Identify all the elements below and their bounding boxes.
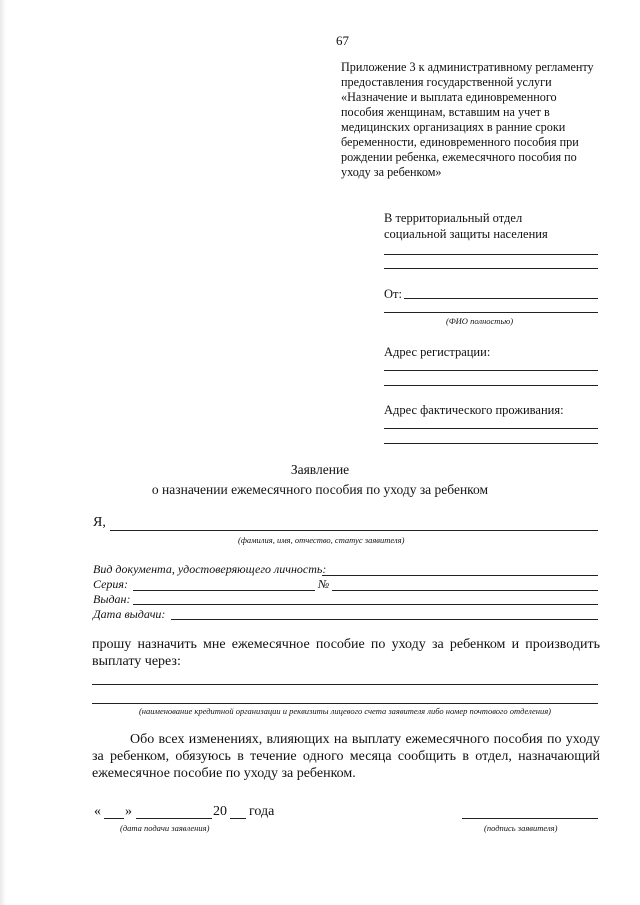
reg-address-blank-1 bbox=[384, 370, 598, 371]
issue-date-blank bbox=[171, 619, 598, 620]
date-day-blank bbox=[104, 818, 124, 819]
issued-by-label: Выдан: bbox=[93, 592, 131, 606]
year-suffix: года bbox=[249, 804, 275, 819]
doc-type-blank bbox=[322, 575, 598, 576]
issued-by-blank bbox=[133, 604, 598, 605]
series-label: Серия: bbox=[93, 577, 128, 591]
actual-address-label: Адрес фактического проживания: bbox=[384, 403, 564, 417]
date-year-blank bbox=[230, 818, 246, 819]
from-label: От: bbox=[384, 287, 402, 301]
recipient-blank-1 bbox=[384, 254, 598, 255]
recipient-line-1: В территориальный отдел bbox=[384, 211, 523, 225]
series-blank bbox=[133, 590, 315, 591]
appendix-note: Приложение 3 к административному регламенту предоставления государственной услуги «Назначение и выплата единовременного пособия женщинам, вставшим на учет в медицинских организациях в ранние сроки беременности, единовременного пособия при рождении ребенка, ежемесячного пособия по уходу за ребенком» bbox=[341, 60, 594, 179]
scan-left-edge bbox=[0, 0, 6, 905]
obligation-text: Обо всех изменениях, влияющих на выплату ежемесячного пособия по уходу за ребенком, обязуюсь в течение одного месяца сообщить в отдел, назначающий ежемесячное пособие по уходу за ребенком. bbox=[92, 732, 600, 781]
recipient-blank-2 bbox=[384, 268, 598, 269]
signature-hint: (подпись заявителя) bbox=[484, 823, 558, 833]
issue-date-label: Дата выдачи: bbox=[93, 607, 166, 621]
recipient-line-2: социальной защиты населения bbox=[384, 227, 548, 241]
doc-type-label: Вид документа, удостоверяющего личность: bbox=[93, 562, 327, 576]
date-month-blank bbox=[136, 818, 212, 819]
from-blank bbox=[404, 298, 598, 299]
applicant-prefix: Я, bbox=[93, 515, 106, 530]
actual-address-blank-2 bbox=[384, 443, 598, 444]
fio-blank bbox=[384, 312, 598, 313]
request-hint: (наименование кредитной организации и реквизиты лицевого счета заявителя либо номер почтового отделения) bbox=[138, 706, 552, 716]
document-title: Заявление bbox=[290, 462, 350, 477]
applicant-hint: (фамилия, имя, отчество, статус заявителя) bbox=[238, 535, 405, 545]
reg-address-blank-2 bbox=[384, 385, 598, 386]
page-number: 67 bbox=[336, 33, 349, 48]
request-text: прошу назначить мне ежемесячное пособие по уходу за ребенком и производить выплату через: bbox=[92, 637, 600, 669]
document-subtitle: о назначении ежемесячного пособия по уходу за ребенком bbox=[151, 482, 489, 497]
actual-address-blank-1 bbox=[384, 428, 598, 429]
date-hint: (дата подачи заявления) bbox=[120, 823, 210, 833]
signature-blank bbox=[462, 818, 598, 819]
number-label: № bbox=[318, 577, 330, 591]
request-blank-2 bbox=[92, 703, 598, 704]
applicant-blank bbox=[110, 530, 598, 531]
request-blank-1 bbox=[92, 684, 598, 685]
date-close-quote: » bbox=[125, 804, 132, 819]
number-blank bbox=[332, 590, 598, 591]
reg-address-label: Адрес регистрации: bbox=[384, 345, 491, 359]
year-prefix: 20 bbox=[213, 804, 227, 819]
fio-hint: (ФИО полностью) bbox=[446, 316, 514, 326]
date-open-quote: « bbox=[94, 804, 101, 819]
